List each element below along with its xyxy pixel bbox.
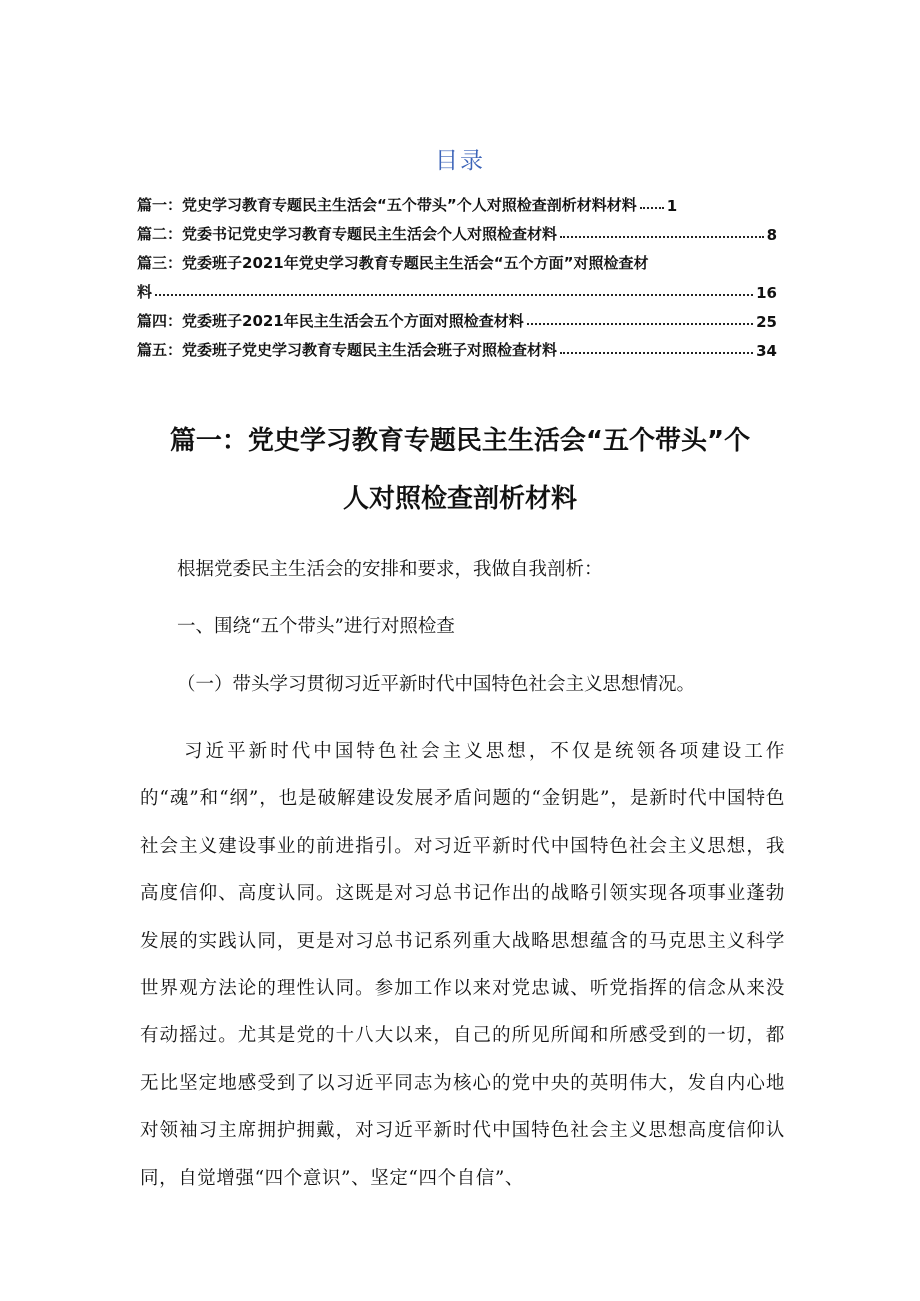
article-heading xyxy=(120,412,800,528)
subsection-heading: （一）带头学习贯彻习近平新时代中国特色社会主义思想情况。 xyxy=(177,674,696,695)
toc-entry-title: 篇一：党史学习教育专题民主生活会“五个带头”个人对照检查剖析材料材料 xyxy=(137,196,637,214)
article-heading-line-1: 篇一：党史学习教育专题民主生活会“五个带头”个 xyxy=(169,426,751,456)
toc-entry-page: 8 xyxy=(766,226,777,244)
toc-title: 目录 xyxy=(435,148,485,174)
toc-entry-page: 16 xyxy=(756,284,777,302)
toc-entry-3-continued[interactable] xyxy=(137,273,777,302)
table-of-contents xyxy=(137,186,777,360)
toc-entry-page: 34 xyxy=(756,342,777,360)
toc-leader-dots xyxy=(560,352,753,354)
toc-entry-4[interactable] xyxy=(137,302,777,331)
toc-entry-3[interactable] xyxy=(137,244,777,273)
toc-entry-title-cont: 料 xyxy=(137,283,153,301)
toc-leader-dots xyxy=(640,207,664,209)
toc-leader-dots xyxy=(155,294,753,296)
section-heading: 一、围绕“五个带头”进行对照检查 xyxy=(177,616,455,637)
toc-entry-page: 1 xyxy=(666,197,678,215)
toc-entry-title: 篇四：党委班子2021年民主生活会五个方面对照检查材料 xyxy=(137,312,524,330)
toc-entry-title: 篇五：党委班子党史学习教育专题民主生活会班子对照检查材料 xyxy=(137,341,558,359)
article-heading-line-2: 人对照检查剖析材料 xyxy=(342,484,577,514)
toc-leader-dots xyxy=(527,323,753,325)
toc-entry-title: 篇三：党委班子2021年党史学习教育专题民主生活会“五个方面”对照检查材 xyxy=(137,254,649,272)
toc-entry-title: 篇二：党委书记党史学习教育专题民主生活会个人对照检查材料 xyxy=(137,225,558,243)
intro-paragraph: 根据党委民主生活会的安排和要求，我做自我剖析： xyxy=(177,559,603,580)
toc-entry-2[interactable] xyxy=(137,215,777,244)
toc-leader-dots xyxy=(560,236,764,238)
body-paragraph: 习近平新时代中国特色社会主义思想，不仅是统领各项建设工作的“魂”和“纲”，也是破解建设发展矛盾问题的“金钥匙”，是新时代中国特色社会主义建设事业的前进指引。对习近平新时代中国特色社会主义思想，我高度信仰、高度认同。这既是对习总书记作出的战略引领实现各项事业蓬勃发展的实践认同，更是对习总书记系列重大战略思想蕴含的马克思主义科学世界观方法论的理性认同。参加工作以来对党忠诚、听党指挥的信念从来没有动摇过。尤其是党的十八大以来，自己的所见所闻和所感受到的一切，都无比坚定地感受到了以习近平同志为核心的党中央的英明伟大，发自内心地对领袖习主席拥护拥戴，对习近平新时代中国特色社会主义思想高度信仰认同，自觉增强“四个意识”、坚定“四个自信”、 xyxy=(140,741,785,1189)
toc-entry-page: 25 xyxy=(756,313,777,331)
toc-entry-5[interactable] xyxy=(137,331,777,360)
toc-entry-1[interactable] xyxy=(137,186,777,215)
